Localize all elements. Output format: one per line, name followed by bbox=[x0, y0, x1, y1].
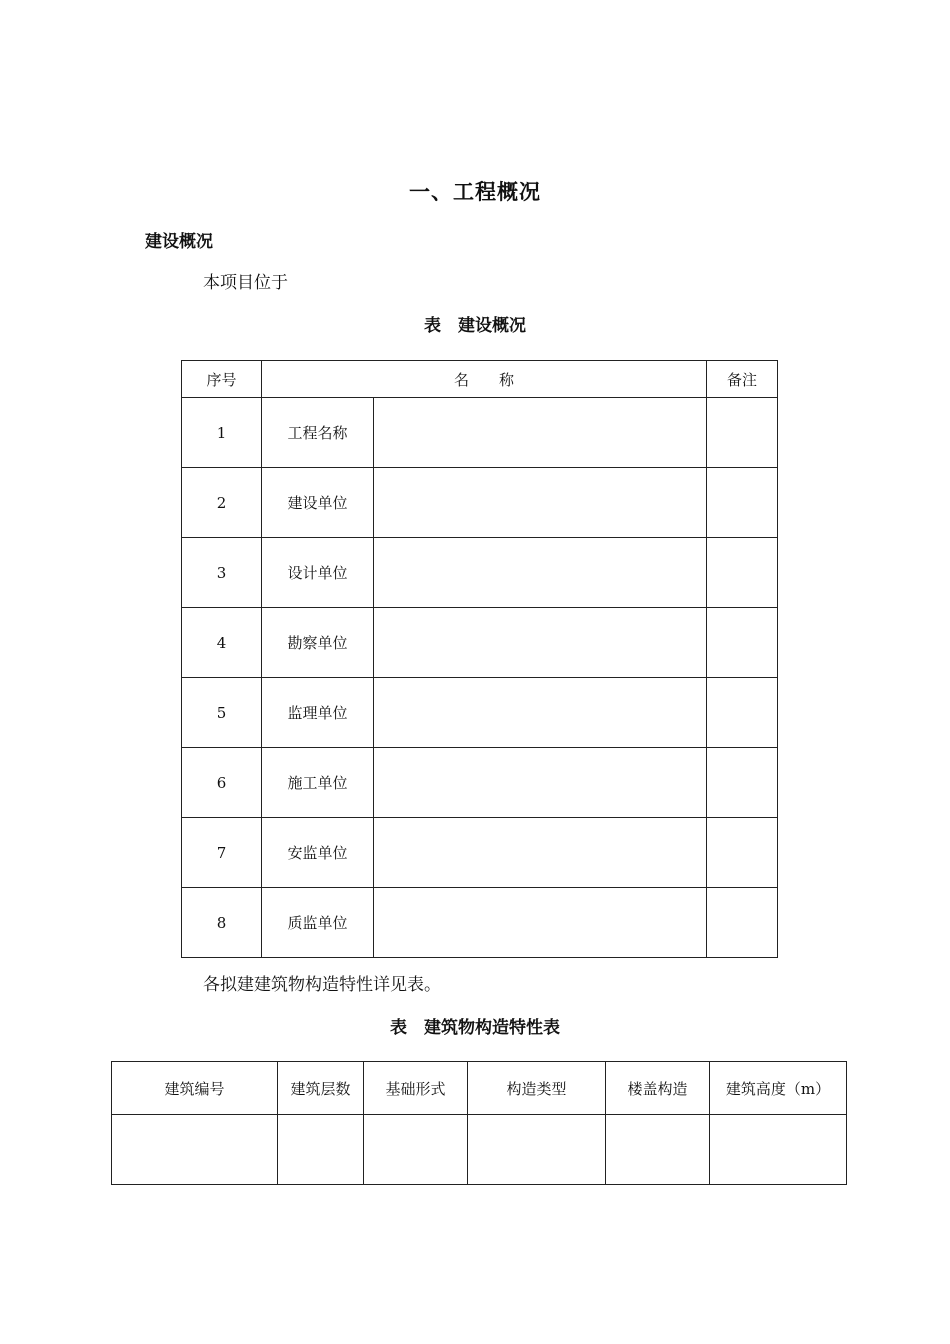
header-floor-structure: 楼盖构造 bbox=[606, 1062, 710, 1115]
header-remark: 备注 bbox=[707, 361, 778, 398]
table-row bbox=[182, 888, 778, 958]
table-row bbox=[112, 1115, 847, 1185]
row-remark bbox=[707, 748, 778, 818]
row-no: 2 bbox=[182, 468, 262, 538]
cell bbox=[468, 1115, 606, 1185]
header-name: 名 称 bbox=[262, 361, 707, 398]
row-no: 4 bbox=[182, 608, 262, 678]
table-row bbox=[182, 678, 778, 748]
row-label: 勘察单位 bbox=[262, 608, 374, 678]
row-remark bbox=[707, 398, 778, 468]
note-paragraph: 各拟建建筑物构造特性详见表。 bbox=[203, 975, 441, 995]
row-value bbox=[374, 538, 707, 608]
row-remark bbox=[707, 468, 778, 538]
row-value bbox=[374, 678, 707, 748]
cell bbox=[278, 1115, 364, 1185]
table-row bbox=[182, 608, 778, 678]
row-no: 8 bbox=[182, 888, 262, 958]
row-value bbox=[374, 888, 707, 958]
row-value bbox=[374, 608, 707, 678]
row-value bbox=[374, 398, 707, 468]
row-label: 施工单位 bbox=[262, 748, 374, 818]
row-value bbox=[374, 468, 707, 538]
table-row bbox=[182, 468, 778, 538]
row-remark bbox=[707, 888, 778, 958]
table-row bbox=[182, 538, 778, 608]
intro-paragraph: 本项目位于 bbox=[203, 273, 288, 293]
header-building-no: 建筑编号 bbox=[112, 1062, 278, 1115]
section-title: 建设概况 bbox=[145, 232, 213, 252]
table-row bbox=[182, 818, 778, 888]
row-remark bbox=[707, 678, 778, 748]
row-label: 质监单位 bbox=[262, 888, 374, 958]
row-no: 1 bbox=[182, 398, 262, 468]
table2-caption: 表 建筑物构造特性表 bbox=[390, 1018, 560, 1038]
page-heading: 一、工程概况 bbox=[409, 180, 541, 204]
row-remark bbox=[707, 608, 778, 678]
row-no: 3 bbox=[182, 538, 262, 608]
cell bbox=[606, 1115, 710, 1185]
row-label: 建设单位 bbox=[262, 468, 374, 538]
row-label: 监理单位 bbox=[262, 678, 374, 748]
table1-caption: 表 建设概况 bbox=[424, 316, 526, 336]
row-label: 安监单位 bbox=[262, 818, 374, 888]
cell bbox=[364, 1115, 468, 1185]
row-no: 5 bbox=[182, 678, 262, 748]
row-no: 7 bbox=[182, 818, 262, 888]
cell bbox=[710, 1115, 847, 1185]
building-structure-table bbox=[111, 1061, 847, 1185]
row-label: 工程名称 bbox=[262, 398, 374, 468]
header-height: 建筑高度（m） bbox=[710, 1062, 847, 1115]
table-row bbox=[182, 398, 778, 468]
header-floors: 建筑层数 bbox=[278, 1062, 364, 1115]
header-structure-type: 构造类型 bbox=[468, 1062, 606, 1115]
row-no: 6 bbox=[182, 748, 262, 818]
row-remark bbox=[707, 818, 778, 888]
header-no: 序号 bbox=[182, 361, 262, 398]
row-remark bbox=[707, 538, 778, 608]
row-value bbox=[374, 818, 707, 888]
header-foundation: 基础形式 bbox=[364, 1062, 468, 1115]
construction-overview-table bbox=[181, 360, 778, 958]
table-row bbox=[182, 748, 778, 818]
row-label: 设计单位 bbox=[262, 538, 374, 608]
cell bbox=[112, 1115, 278, 1185]
row-value bbox=[374, 748, 707, 818]
